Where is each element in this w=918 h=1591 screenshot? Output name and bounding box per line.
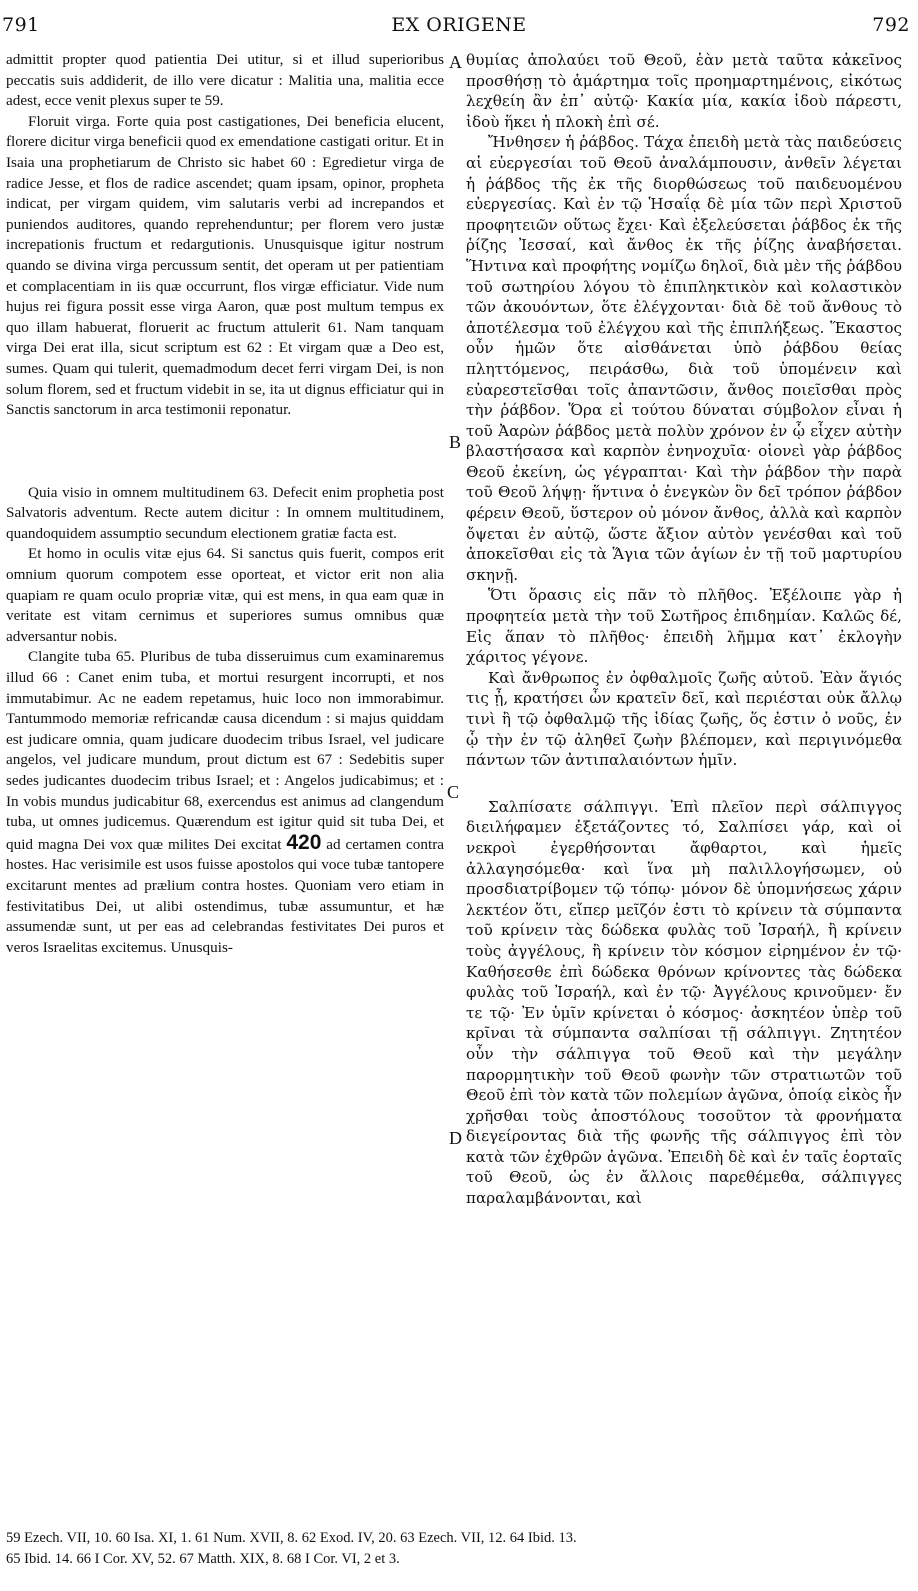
section-letter-d: D xyxy=(449,1128,462,1148)
latin-paragraph: Quia visio in omnem multitudinem 63. Defecit enim prophetia post Salvatoris adventum. Recte autem dicitur : In omnem multitudinem, quandoquidem assumptio secundum electionem gratiæ facta est. xyxy=(6,483,444,542)
footnote-line: 59 Ezech. VII, 10. 60 Isa. XI, 1. 61 Num. XVII, 8. 62 Exod. IV, 20. 63 Ezech. VII, 12. 64 Ibid. 13. xyxy=(6,1530,577,1546)
latin-paragraph xyxy=(6,647,444,958)
footnote-line: 65 Ibid. 14. 66 I Cor. XV, 52. 67 Matth. XIX, 8. 68 I Cor. VI, 2 et 3. xyxy=(6,1551,400,1567)
greek-paragraph: Ὅτι ὅρασις εἰς πᾶν τὸ πλῆθος. Ἐξέλοιπε γὰρ ἡ προφητεία μετὰ τὴν τοῦ Σωτῆρος ἐπιδημίαν. Καλῶς δέ, Εἰς ἅπαν τὸ πλῆθος· ἐπειδὴ λῆμμα κατ᾽ ἐκλογὴν χάριτος γέγονε. xyxy=(466,586,902,667)
column-number-badge: 420 xyxy=(286,830,322,854)
footnotes xyxy=(6,1528,906,1570)
greek-column xyxy=(466,50,902,1209)
section-letter-a: A xyxy=(449,52,462,72)
latin-paragraph: Et homo in oculis vitæ ejus 64. Si sanctus quis fuerit, compos erit omnium quorum compotem esse oporteat, et victor erit non alia quapiam re quam oculo propriæ vitæ, qui est mens, in qua eam quæ in veritate est vitam cernimus et superiores sumus omnibus quæ adversantur nobis. xyxy=(6,545,444,645)
greek-paragraph: Σαλπίσατε σάλπιγγι. Ἐπὶ πλεῖον περὶ σάλπιγγος διειλήφαμεν ἐξετάζοντες τό, Σαλπίσει γάρ, καὶ οἱ νεκροὶ ἐγερθήσονται ἄφθαρτοι, καὶ ἡμεῖς ἀλλαγησόμεθα· καὶ ἵνα μὴ παλιλλογήσωμεν, οὐ προσδιατρίβομεν τῷ τόπῳ· μόνον δὲ ὑπομνήσεως χάριν λεκτέον ὅτι, εἴπερ μεῖζόν ἐστι τὸ κρίνειν τὰ σύμπαντα τοῦ κρίνειν τὰς δώδεκα φυλὰς τοῦ Ἰσραήλ, ἢ κρίνειν τοὺς ἀγγέλους, ἢ κρίνειν τὸν κόσμον εἰρημένον ἐν τῷ· Καθήσεσθε ἐπὶ δώδεκα θρόνων κρίνοντες τὰς δώδεκα φυλὰς τοῦ Ἰσραήλ, καὶ ἐν τῷ· Ἀγγέλους κρινοῦμεν· ἔν τε τῷ· Ἐν ὑμῖν κρίνεται ὁ κόσμος· ἀσκητέον ὑπὲρ τοῦ κρῖναι τὰ σύμπαντα σαλπίσαι τῇ σάλπιγγι. Ζητητέον οὖν τὴν σάλπιγγα τοῦ Θεοῦ καὶ τὴν μεγάλην παρορμητικὴν τοῦ Θεοῦ φωνὴν τῶν στρατιωτῶν τοῦ Θεοῦ ἐπὶ τὸν κατὰ τῶν πολεμίων ἀγῶνα, ὁποίᾳ εἰκὸς ἦν χρῆσθαι τοὺς ἀποστόλους τοσοῦτον τὰ φρονήματα διεγείροντας διὰ τῆς φωνῆς τῆς σάλπιγγος ἐπὶ τὸν κατὰ τῶν ἐχθρῶν ἀγῶνα. Ἐπειδὴ δὲ καὶ ἐν ταῖς ἑορταῖς τοῦ Θεοῦ, ὡς ἐν ἄλλοις παρεθέμεθα, σάλπιγγες παραλαμβάνονται, καὶ xyxy=(466,797,902,1208)
latin-text: ad certamen contra hostes. Hac verisimile est usos fuisse apostolos qui voce tubæ tantopere excitarunt mentes ad prælium contra hostes. Quoniam vero etiam in festivitatibus Dei, ut alibi ostendimus, tubæ assumuntur, et hæ assumendæ sunt, ut per eas ad celebrandas festivitates Dei puros et veros Israelitas excitemus. Unusquis- xyxy=(6,835,444,956)
running-title: EX ORIGENE xyxy=(391,14,527,36)
latin-paragraph: admittit propter quod patientia Dei utitur, si et illud superioribus peccatis suis addiderit, de illo vere dicatur : Malitia una, malitia ecce adest, ecce venit plexus super te 59. xyxy=(6,51,444,110)
greek-paragraph: θυμίας ἀπολαύει τοῦ Θεοῦ, ἐὰν μετὰ ταῦτα κἀκεῖνος προσθήσῃ τὸ ἁμάρτημα τοῖς προημαρτημένοις, εἰκότως λεχθείη ἂν ἐπ᾽ αὐτῷ· Κακία μία, κακία ἰδοὺ πάρεστι, ἰδοὺ ἥκει ἡ πλοκὴ ἐπὶ σέ. xyxy=(466,51,902,131)
latin-column xyxy=(6,50,444,958)
section-letter-c: C xyxy=(447,782,460,802)
latin-text: Clangite tuba 65. Pluribus de tuba disseruimus cum examinaremus illud 66 : Canet enim tuba, et mortui resurgent incorrupti, et nos immutabimur. Ac ne eadem repetamus, huic loco non immorabimur. Tantummodo memoriæ refricandæ causa dicendum : si majus quiddam est judicare omnia, quam judicare duodecim tribus Israel, vel judicare angelos, vel judicare mundum, prout dictum est 67 : Sedebitis super sedes judicantes duodecim tribus Israel; et : Angelos judicabimus; et : In vobis mundus judicabitur 68, exercendus est animus ad clangendum tuba, ut omnes judicemus. Quærendum est igitur quid sit tuba Dei, et quid magna Dei vox quæ milites Dei excitat xyxy=(6,648,444,853)
right-page-number: 792 xyxy=(872,14,910,36)
greek-paragraph: Ἤνθησεν ἡ ῥάβδος. Τάχα ἐπειδὴ μετὰ τὰς παιδεύσεις αἱ εὐεργεσίαι τοῦ Θεοῦ ἀναλάμπουσιν, ἀνθεῖν λέγεται ἡ ῥάβδος τῆς ἐκ τῆς διορθώσεως τοῦ παιδευομένου εὐεργεσίας. Καὶ ἐν τῷ Ἡσαΐᾳ δὲ μία τῶν περὶ Χριστοῦ προφητειῶν οὕτως ἔχει· Καὶ ἐξελεύσεται ῥάβδος ἐκ τῆς ῥίζης Ἰεσσαί, καὶ ἄνθος ἐκ τῆς ῥίζης ἀναβήσεται. Ἥντινα καὶ προφήτης νομίζω δηλοῖ, διὰ μὲν τῆς ῥάβδου τοῦ σωτηρίου λόγου τὸ ἐπιπληκτικὸν καὶ κολαστικὸν τῶν ἀκουόντων, ὅτε ἐλέγχονται· διὰ δὲ τοῦ ἄνθους τὸ ἀποτέλεσμα τοῦ ἐλέγχου καὶ τῆς ἐπιπλήξεως. Ἕκαστος οὖν ἡμῶν ὅτε αἰσθάνεται ὑπὸ ῥάβδου θείας πληττόμενος, πειράσθω, διὰ τοῦ ὑπομένειν καὶ εὐαρεστεῖσθαι τοῖς ἀπαντῶσιν, ἄνθος ποιεῖσθαι πρὸς τὴν ῥάβδον. Ὅρα εἰ τούτου δύναται σύμβολον εἶναι ἡ τοῦ Ἀαρὼν ῥάβδος μετὰ πολὺν χρόνον ἐν ᾧ εἶχεν αὐτὴν βλαστήσασα καὶ καρπὸν ἐνηνοχυῖα· οἱονεὶ γὰρ ῥάβδος Θεοῦ ἐκείνη, ὡς γέγραπται· Καὶ τὴν ῥάβδον τὴν παρὰ τοῦ Θεοῦ λήψῃ· ἥντινα ὁ ἐνεγκὼν ὃν δεῖ τρόπον ῥάβδον φέρειν Θεοῦ, ὕστερον οὐ μόνον ἄνθος, ἀλλὰ καὶ καρπὸν ὄψεται ἐν αὐτῷ, ὥστε ἄξιον αὐτὸν γενέσθαι καὶ τοῦ ἀποκεῖσθαι εἰς τὰ Ἅγια τῶν ἁγίων ἐν τῇ τοῦ μαρτυρίου σκηνῇ. xyxy=(466,133,902,584)
latin-paragraph: Floruit virga. Forte quia post castigationes, Dei beneficia elucent, florere dicitur virga beneficii quod ex emendatione castigati oritur. Et in Isaia una prophetiarum de Christo sic habet 60 : Egredietur virga de radice Jesse, et flos de radice ascendet; quam ipsam, opinor, propheta indicat, per virgam quidem, vim salutaris verbi ad increpandos et puniendos auditores, quando reprehenduntur; per florem vero justæ increpationis fructum et redargutionis. Unusquisque igitur nostrum quando se divina virga percussum sentit, det operam ut per patientiam et complacentiam in iis quæ occurrunt, flos virgæ efficiatur. Vide num hujus rei figura possit esse virga Aaron, quæ post multum tempus ex quo illam habuerat, floruerit ac fructum attulerit 61. Nam tanquam virga Dei erat illa, sicut scriptum est 62 : Et virgam quæ a Deo est, sumes. Quam qui tulerit, quemadmodum decet ferri virgam Dei, is non solum florem, sed et fructum videbit in se, ita ut dignus efficiatur qui in Sanctis sanctorum in arca testimonii reponatur. xyxy=(6,112,444,419)
greek-paragraph: Καὶ ἄνθρωπος ἐν ὀφθαλμοῖς ζωῆς αὐτοῦ. Ἐὰν ἅγιός τις ᾖ, κρατήσει ὧν κρατεῖν δεῖ, καὶ περιέσται οὐκ ἄλλῳ τινὶ ἢ τῷ ὀφθαλμῷ τῆς ἰδίας ζωῆς, ὅς ἐστιν ὁ νοῦς, ἐν ᾧ τὴν ἐν τῷ ἀληθεῖ ζωὴν βλέπομεν, καὶ περιγινόμεθα πάντων τῶν ἀντιπαλαιόντων ἡμῖν. xyxy=(466,668,902,770)
left-page-number: 791 xyxy=(2,14,40,36)
section-letter-b: B xyxy=(449,432,462,452)
